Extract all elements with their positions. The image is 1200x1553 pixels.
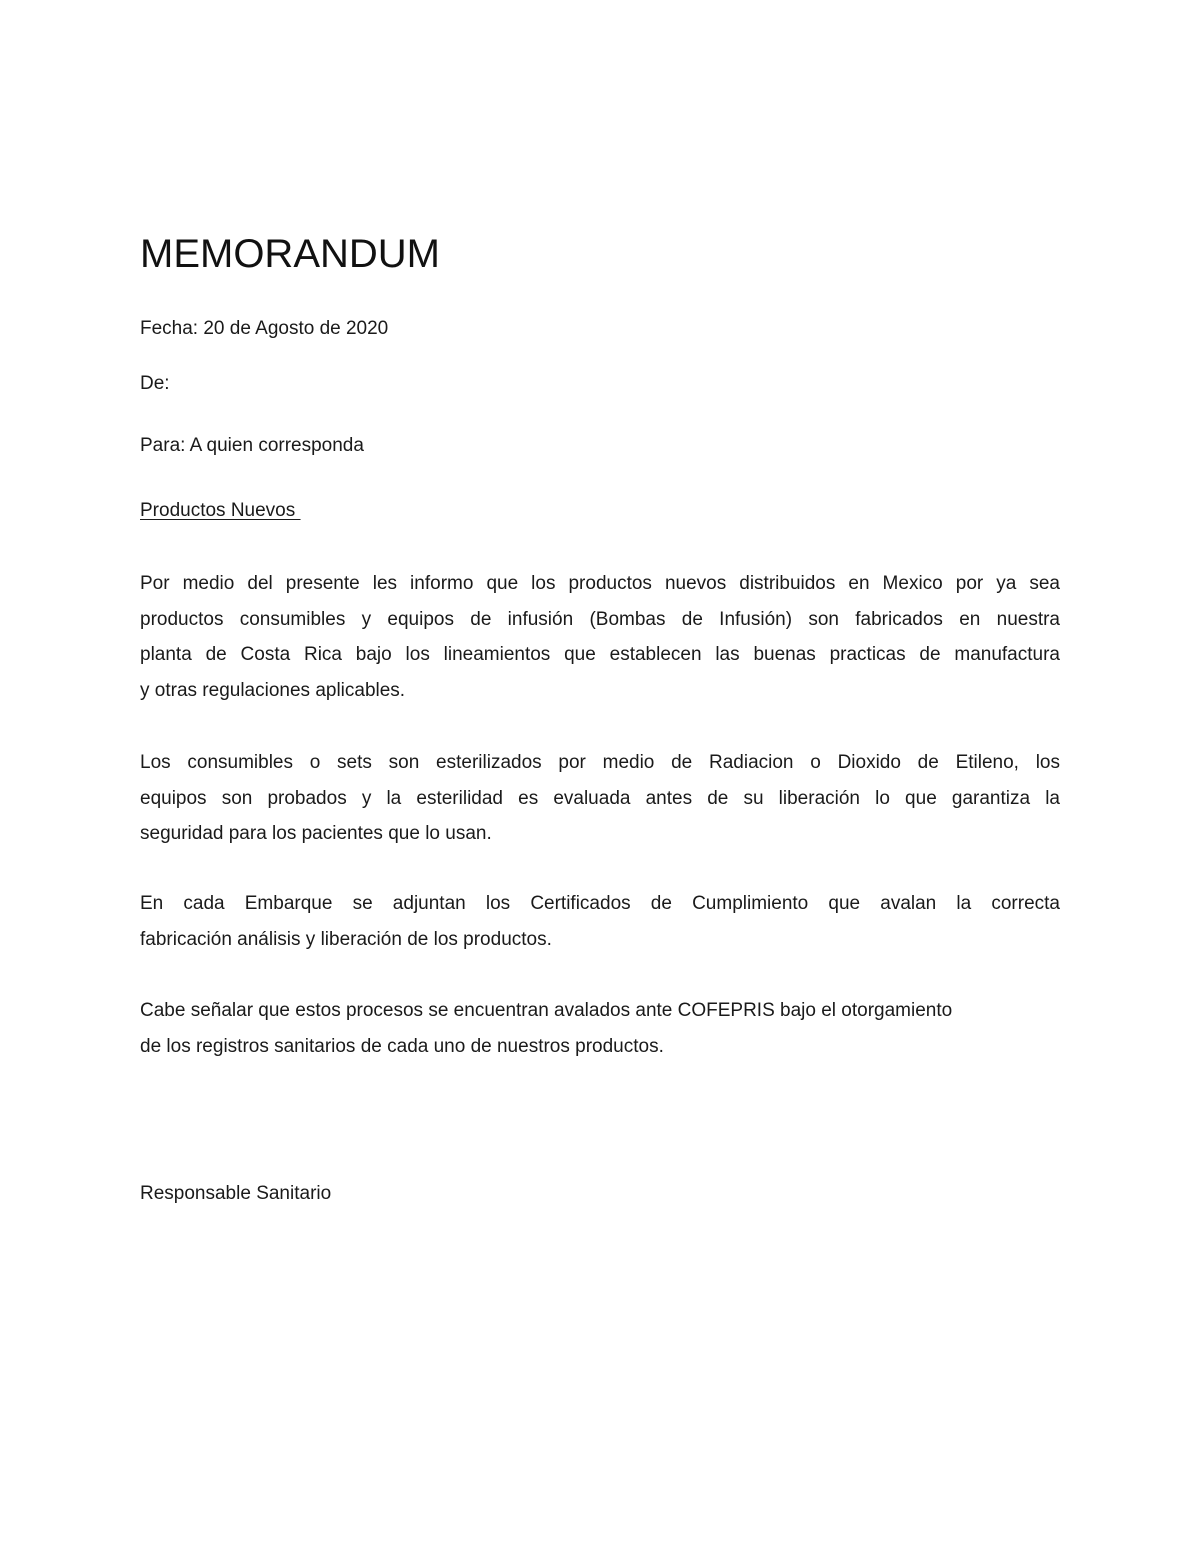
paragraph-line: equipos son probados y la esterilidad es evaluada antes de su liberación lo que garantiza la [140, 787, 1060, 809]
paragraph-line: planta de Costa Rica bajo los lineamientos que establecen las buenas practicas de manufactura [140, 644, 1060, 665]
memo-signature: Responsable Sanitario [140, 1183, 332, 1204]
paragraph-line: de los registros sanitarios de cada uno de nuestros productos. [140, 1035, 664, 1057]
memo-title: MEMORANDUM [140, 232, 440, 276]
paragraph-line: seguridad para los pacientes que lo usan. [140, 823, 492, 844]
memo-to: Para: A quien corresponda [140, 435, 364, 456]
memo-paragraph-3 [140, 886, 1060, 957]
memo-subject: Productos Nuevos [140, 500, 301, 521]
memo-paragraph-2 [140, 745, 1060, 852]
memo-paragraph-4 [140, 993, 1060, 1064]
paragraph-line: Los consumibles o sets son esterilizados por medio de Radiacion o Dioxido de Etileno, los [140, 752, 1060, 773]
memo-paragraph-1 [140, 566, 1060, 708]
paragraph-line: En cada Embarque se adjuntan los Certificados de Cumplimiento que avalan la correcta [140, 893, 1060, 914]
paragraph-line: fabricación análisis y liberación de los productos. [140, 928, 552, 950]
paragraph-line: Cabe señalar que estos procesos se encuentran avalados ante COFEPRIS bajo el otorgamiento [140, 1000, 953, 1021]
paragraph-line: y otras regulaciones aplicables. [140, 679, 406, 701]
paragraph-line: Por medio del presente les informo que los productos nuevos distribuidos en Mexico por ya sea [140, 573, 1060, 594]
paragraph-line: productos consumibles y equipos de infusión (Bombas de Infusión) son fabricados en nuestra [140, 608, 1060, 630]
memo-from: De: [140, 373, 170, 394]
memo-date: Fecha: 20 de Agosto de 2020 [140, 318, 389, 339]
